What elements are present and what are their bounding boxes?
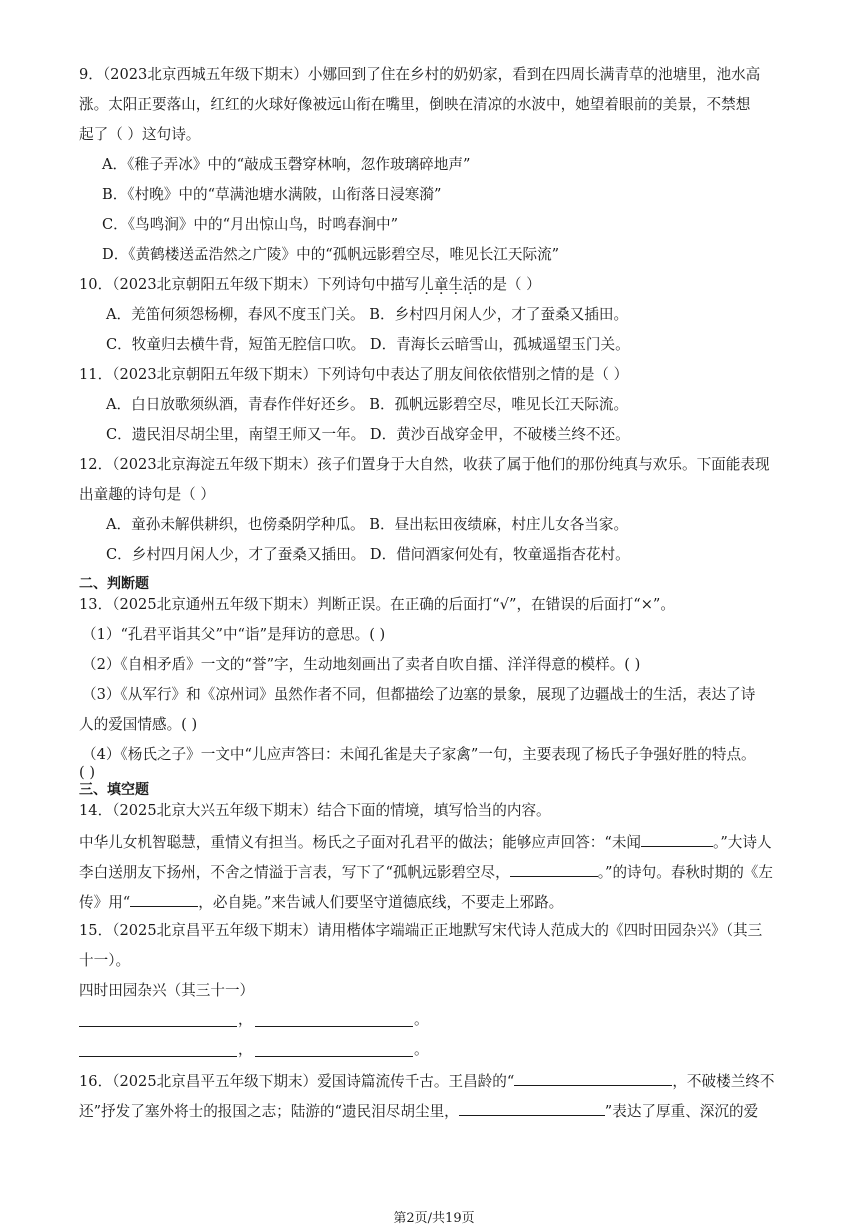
q16-line-2-start: 还”抒发了塞外将士的报国之志；陆游的“遗民泪尽胡尘里， [79,1103,459,1120]
q14-line-2 [79,861,773,883]
q13-stem: 13．（2025北京通州五年级下期末）判断正误。在正确的后面打“√”，在错误的后面打“×”。 [79,596,675,613]
q9-option-b: B．《村晚》中的“草满池塘水满陂，山衔落日浸寒漪” [102,186,442,203]
q10-stem [79,275,541,295]
q15-stem-line-2: 十一）。 [79,952,131,969]
q13-item-4-line-2: ( ) [79,764,96,781]
q12-stem-line-1: 12．（2023北京海淀五年级下期末）孩子们置身于大自然，收获了属于他们的那份纯真与欢乐。下面能表现 [79,456,770,473]
q15-comma-1: ， [238,1011,253,1028]
q16-blank-2[interactable] [459,1100,605,1116]
q14-line-1 [79,831,772,853]
page-number: 第2页/共19页 [393,1211,475,1226]
q14-line-2-start: 李白送朋友下扬州，不舍之情溢于言表，写下了“孤帆远影碧空尽， [79,864,510,881]
section-heading-fill-in: 三、填空题 [79,782,149,798]
q14-blank-2[interactable] [510,861,598,877]
q14-stem: 14．（2025北京大兴五年级下期末）结合下面的情境，填写恰当的内容。 [79,802,551,819]
q10-options-cd: C．牧童归去横牛背，短笛无腔信口吹。 D．青海长云暗雪山，孤城遥望玉门关。 [106,336,630,353]
q15-answer-line-1a[interactable] [79,1026,237,1027]
q13-item-1: （1）“孔君平诣其父”中“诣”是拜访的意思。( ) [82,626,386,643]
q15-answer-line-2a[interactable] [79,1056,237,1057]
q15-period-1: 。 [414,1011,429,1028]
q15-period-2: 。 [414,1041,429,1058]
q13-item-3-line-2: 人的爱国情感。( ) [79,716,198,733]
q9-stem-line-2: 涨。太阳正要落山，红红的火球好像被远山衔在嘴里，倒映在清凉的水波中，她望着眼前的美景，不禁想 [79,96,751,113]
q11-options-ab: A．白日放歌须纵酒，青春作伴好还乡。 B．孤帆远影碧空尽，唯见长江天际流。 [106,396,629,413]
q15-poem-title: 四时田园杂兴（其三十一） [79,982,255,999]
q13-item-2: （2）《自相矛盾》一文的“誉”字，生动地刻画出了卖者自吹自擂、洋洋得意的模样。( ) [82,656,641,673]
q11-options-cd: C．遗民泪尽胡尘里，南望王师又一年。 D．黄沙百战穿金甲，不破楼兰终不还。 [106,426,630,443]
q9-option-a: A．《稚子弄冰》中的“敲成玉磬穿林响，忽作玻璃碎地声” [102,156,471,173]
q12-options-cd: C．乡村四月闲人少，才了蚕桑又插田。 D．借问酒家何处有，牧童遥指杏花村。 [106,546,630,563]
q16-line-1-start: 16．（2025北京昌平五年级下期末）爱国诗篇流传千古。王昌龄的“ [79,1073,515,1090]
q9-stem-line-3: 起了（ ）这句诗。 [79,126,201,143]
q14-line-3-end: ，必自毙。”来告诫人们要坚守道德底线，不要走上邪路。 [198,894,564,911]
q15-comma-2: ， [238,1041,253,1058]
q14-blank-1[interactable] [641,831,713,847]
q12-stem-line-2: 出童趣的诗句是（ ） [79,486,215,503]
q14-line-1-end: 。”大诗人 [713,834,772,851]
q10-options-ab: A．羌笛何须怨杨柳，春风不度玉门关。 B．乡村四月闲人少，才了蚕桑又插田。 [106,306,629,323]
q16-blank-1[interactable] [514,1070,672,1086]
q10-stem-start: 10．（2023北京朝阳五年级下期末）下列诗句中描写 [79,276,420,293]
q14-line-2-end: 。”的诗句。春秋时期的《左 [597,864,773,881]
q15-answer-line-1b[interactable] [255,1026,413,1027]
emphasis-char: 活 [463,276,478,293]
q12-options-ab: A．童孙未解供耕织，也傍桑阴学种瓜。 B．昼出耘田夜绩麻，村庄儿女各当家。 [106,516,629,533]
q15-stem-line-1: 15．（2025北京昌平五年级下期末）请用楷体字端端正正地默写宋代诗人范成大的《四时田园杂兴》（其三 [79,922,763,939]
emphasis-char: 童 [433,276,449,293]
q9-option-d: D．《黄鹤楼送孟浩然之广陵》中的“孤帆远影碧空尽，唯见长江天际流” [102,246,560,263]
q14-line-3-start: 传》用“ [79,894,131,911]
q10-stem-end: 的是（ ） [477,276,541,293]
emphasis-char: 儿 [419,276,434,293]
q16-line-2 [79,1100,758,1122]
q14-blank-3[interactable] [130,891,198,907]
q14-line-3 [79,891,563,913]
q16-line-1 [79,1070,774,1092]
q11-stem: 11．（2023北京朝阳五年级下期末）下列诗句中表达了朋友间依依惜别之情的是（ ） [79,366,629,383]
emphasis-char: 生 [448,276,464,293]
q9-option-c: C．《鸟鸣涧》中的“月出惊山鸟，时鸣春涧中” [102,216,399,233]
q13-item-3-line-1: （3）《从军行》和《凉州词》虽然作者不同，但都描绘了边塞的景象，展现了边疆战士的生活，表达了诗 [82,686,756,703]
q16-line-1-end: ，不破楼兰终不 [672,1073,775,1090]
q15-answer-line-2b[interactable] [255,1056,413,1057]
section-heading-judgment: 二、判断题 [79,576,149,592]
q14-line-1-start: 中华儿女机智聪慧，重情义有担当。杨氏之子面对孔君平的做法；能够应声回答：“未闻 [79,834,642,851]
q9-stem-line-1: 9．（2023北京西城五年级下期末）小娜回到了住在乡村的奶奶家，看到在四周长满青草的池塘里，池水高 [79,66,761,83]
q16-line-2-end: ”表达了厚重、深沉的爱 [604,1103,759,1120]
q13-item-4-line-1: （4）《杨氏之子》一文中“儿应声答曰：未闻孔雀是夫子家禽”一句，主要表现了杨氏子争强好胜的特点。 [82,746,756,763]
